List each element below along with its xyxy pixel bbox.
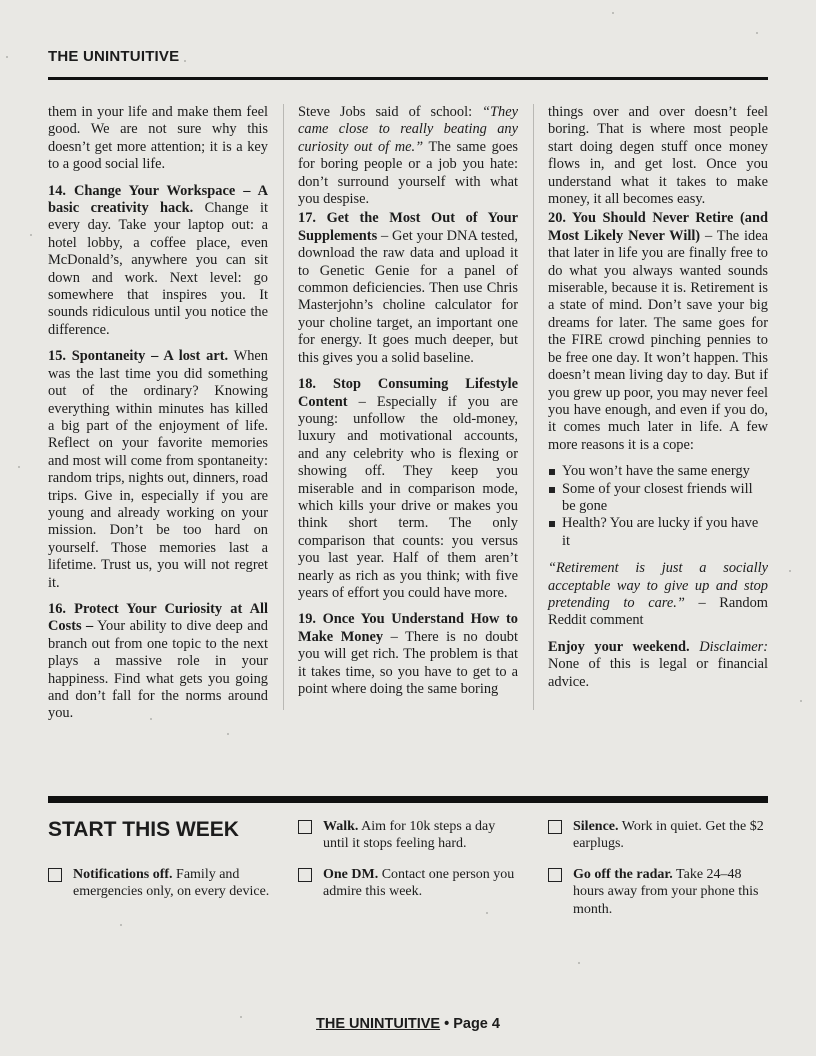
- task-item: [548, 866, 770, 918]
- section-body: – The idea that later in life you are finally free to do what you always wanted sounds miserable, because it is. Retirement is a state of mind. Don’t save your big dreams for later. The same goes for the FIRE crowd pinching pennies to be free one day. It won’t happen. This doesn’t mean living day to day. But if you grew up poor, you may never feel you have enough, and even if you do, it comes much later in life. A few more reasons it is a cope:: [548, 227, 768, 453]
- article-column-3: [548, 104, 768, 700]
- disclaimer-label: Disclaimer:: [689, 638, 768, 655]
- header-rule: [48, 77, 768, 80]
- task-description: Contact one person you admire this week.: [323, 867, 515, 900]
- paragraph: things over and over doesn’t feel boring. That is where most people start doing degen stuff once money flows in, and get lost. Once you understand what it takes to make money, it all becomes easy.: [548, 104, 768, 208]
- paragraph-text: The same goes for boring people or a job you hate: don’t surround yourself with what you despise.: [298, 138, 518, 208]
- section-heading: 14. Change Your Workspace – A basic creativity hack.: [48, 182, 268, 217]
- task-label: Go off the radar.: [573, 867, 673, 882]
- task-label: Notifications off.: [73, 867, 173, 882]
- section-20: [548, 210, 768, 454]
- paragraph-text: Steve Jobs said of school:: [298, 104, 483, 120]
- column-divider: [283, 104, 284, 710]
- section-rule: [48, 796, 768, 803]
- task-item: [548, 818, 770, 853]
- paragraph: [298, 104, 518, 208]
- paper-speck: [30, 234, 32, 236]
- article-column-1: [48, 104, 268, 732]
- section-body: – There is no doubt you will get rich. The problem is that it takes time, so you have to get to a point where doing the same boring: [298, 628, 518, 697]
- task-label: Silence.: [573, 819, 619, 834]
- section-15: [48, 348, 268, 592]
- task-description: Take 24–48 hours away from your phone this month.: [573, 867, 759, 917]
- task-label: Walk.: [323, 819, 359, 834]
- checkbox[interactable]: [548, 868, 562, 882]
- quote-attribution: – Random Reddit comment: [548, 594, 768, 629]
- task-description: Work in quiet. Get the $2 earplugs.: [573, 819, 764, 852]
- task-text: [573, 866, 770, 918]
- paper-speck: [18, 466, 20, 468]
- page-number: • Page 4: [440, 1016, 500, 1032]
- section-14: [48, 183, 268, 340]
- page-footer: [0, 1016, 816, 1032]
- section-17: [298, 210, 518, 367]
- task-description: Aim for 10k steps a day until it stops feeling hard.: [323, 819, 496, 852]
- masthead: THE UNINTUITIVE: [48, 48, 180, 65]
- paper-speck: [486, 912, 488, 914]
- section-18: [298, 376, 518, 602]
- paper-speck: [184, 60, 186, 62]
- footer-brand: THE UNINTUITIVE: [316, 1016, 441, 1032]
- section-body: Your ability to dive deep and branch out from one topic to the next plays a massive role in your happiness. Find what gets you going and don’t fall for the norms around you.: [48, 618, 269, 722]
- bullet-item: You won’t have the same energy: [548, 463, 768, 480]
- quote: “Retirement is just a socially acceptable way to give up and stop pretending to care.”: [548, 560, 768, 611]
- task-text: [573, 818, 770, 853]
- task-text: [323, 818, 520, 853]
- task-label: One DM.: [323, 867, 379, 882]
- bullet-list: [548, 463, 768, 550]
- closing-bold: Enjoy your weekend.: [548, 638, 690, 655]
- start-this-week-title: START THIS WEEK: [48, 818, 239, 841]
- paper-speck: [612, 12, 614, 14]
- paper-speck: [789, 570, 791, 572]
- paper-speck: [800, 700, 802, 702]
- section-heading: 18. Stop Consuming Lifestyle Content: [298, 376, 518, 410]
- paper-speck: [227, 733, 229, 735]
- checkbox[interactable]: [48, 868, 62, 882]
- paragraph: them in your life and make them feel good. We are not sure why this doesn’t get more attention; it is a key to a good social life.: [48, 104, 268, 173]
- paper-speck: [6, 56, 8, 58]
- section-heading: 20. You Should Never Retire (and Most Likely Never Will): [548, 210, 768, 244]
- paper-speck: [578, 962, 580, 964]
- section-heading: 19. Once You Understand How to Make Money: [298, 611, 518, 645]
- section-body: – Especially if you are young: unfollow the old-money, luxury and motivational accounts, and any celebrity who is flexing or showing off. They keep you miserable and in comparison mode, which kills your drive or makes you think short term. The only comparison that counts: you versus you last year. Half of them aren’t nearly as rich as you think; with five years of effort you could have more.: [298, 393, 518, 601]
- section-heading: 17. Get the Most Out of Your Supplements: [298, 210, 518, 244]
- disclaimer-text: None of this is legal or financial advice.: [548, 656, 768, 690]
- checkbox[interactable]: [298, 868, 312, 882]
- pull-quote: [548, 560, 768, 630]
- task-item: [48, 866, 270, 901]
- paper-speck: [756, 32, 758, 34]
- section-19: [298, 611, 518, 698]
- section-body: – Get your DNA tested, download the raw data and upload it to Genetic Genie for a panel of common deficiencies. Then use Chris Masterjohn’s choline calculator for your choline target, an important one for energy. It goes much deeper, but this gives you a solid baseline.: [298, 227, 518, 366]
- paper-speck: [120, 924, 122, 926]
- column-divider: [533, 104, 534, 710]
- section-body: Change it every day. Take your laptop out: a hotel lobby, a coffee place, even McDonald’s, anywhere you can sit down and work. Next level: go somewhere that inspires you. It sounds ridiculous until you notice the difference.: [48, 200, 269, 338]
- section-body: When was the last time you did something out of the ordinary? Knowing everything within minutes has killed a big part of the enjoyment of life. Reflect on your favorite memories and most will come from spontaneity: random trips, nights out, dinners, road trips. Give in, especially if you are young and already working on your mission. Don’t be too hard on yourself. Those memories last a lifetime. Trust us, you will not regret it.: [48, 348, 268, 591]
- bullet-item: Health? You are lucky if you have it: [548, 515, 768, 550]
- closing-note: [548, 639, 768, 691]
- section-heading: 15. Spontaneity – A lost art.: [48, 348, 229, 365]
- task-item: [298, 818, 520, 853]
- task-text: [73, 866, 270, 901]
- task-text: [323, 866, 520, 901]
- section-16: [48, 601, 268, 723]
- task-description: Family and emergencies only, on every device.: [73, 867, 270, 900]
- task-item: [298, 866, 520, 901]
- section-heading: 16. Protect Your Curiosity at All Costs –: [48, 600, 268, 635]
- quote: “They came close to really beating any curiosity out of me.”: [298, 104, 518, 155]
- checkbox[interactable]: [548, 820, 562, 834]
- checkbox[interactable]: [298, 820, 312, 834]
- bullet-item: Some of your closest friends will be gone: [548, 481, 768, 516]
- article-column-2: [298, 104, 518, 707]
